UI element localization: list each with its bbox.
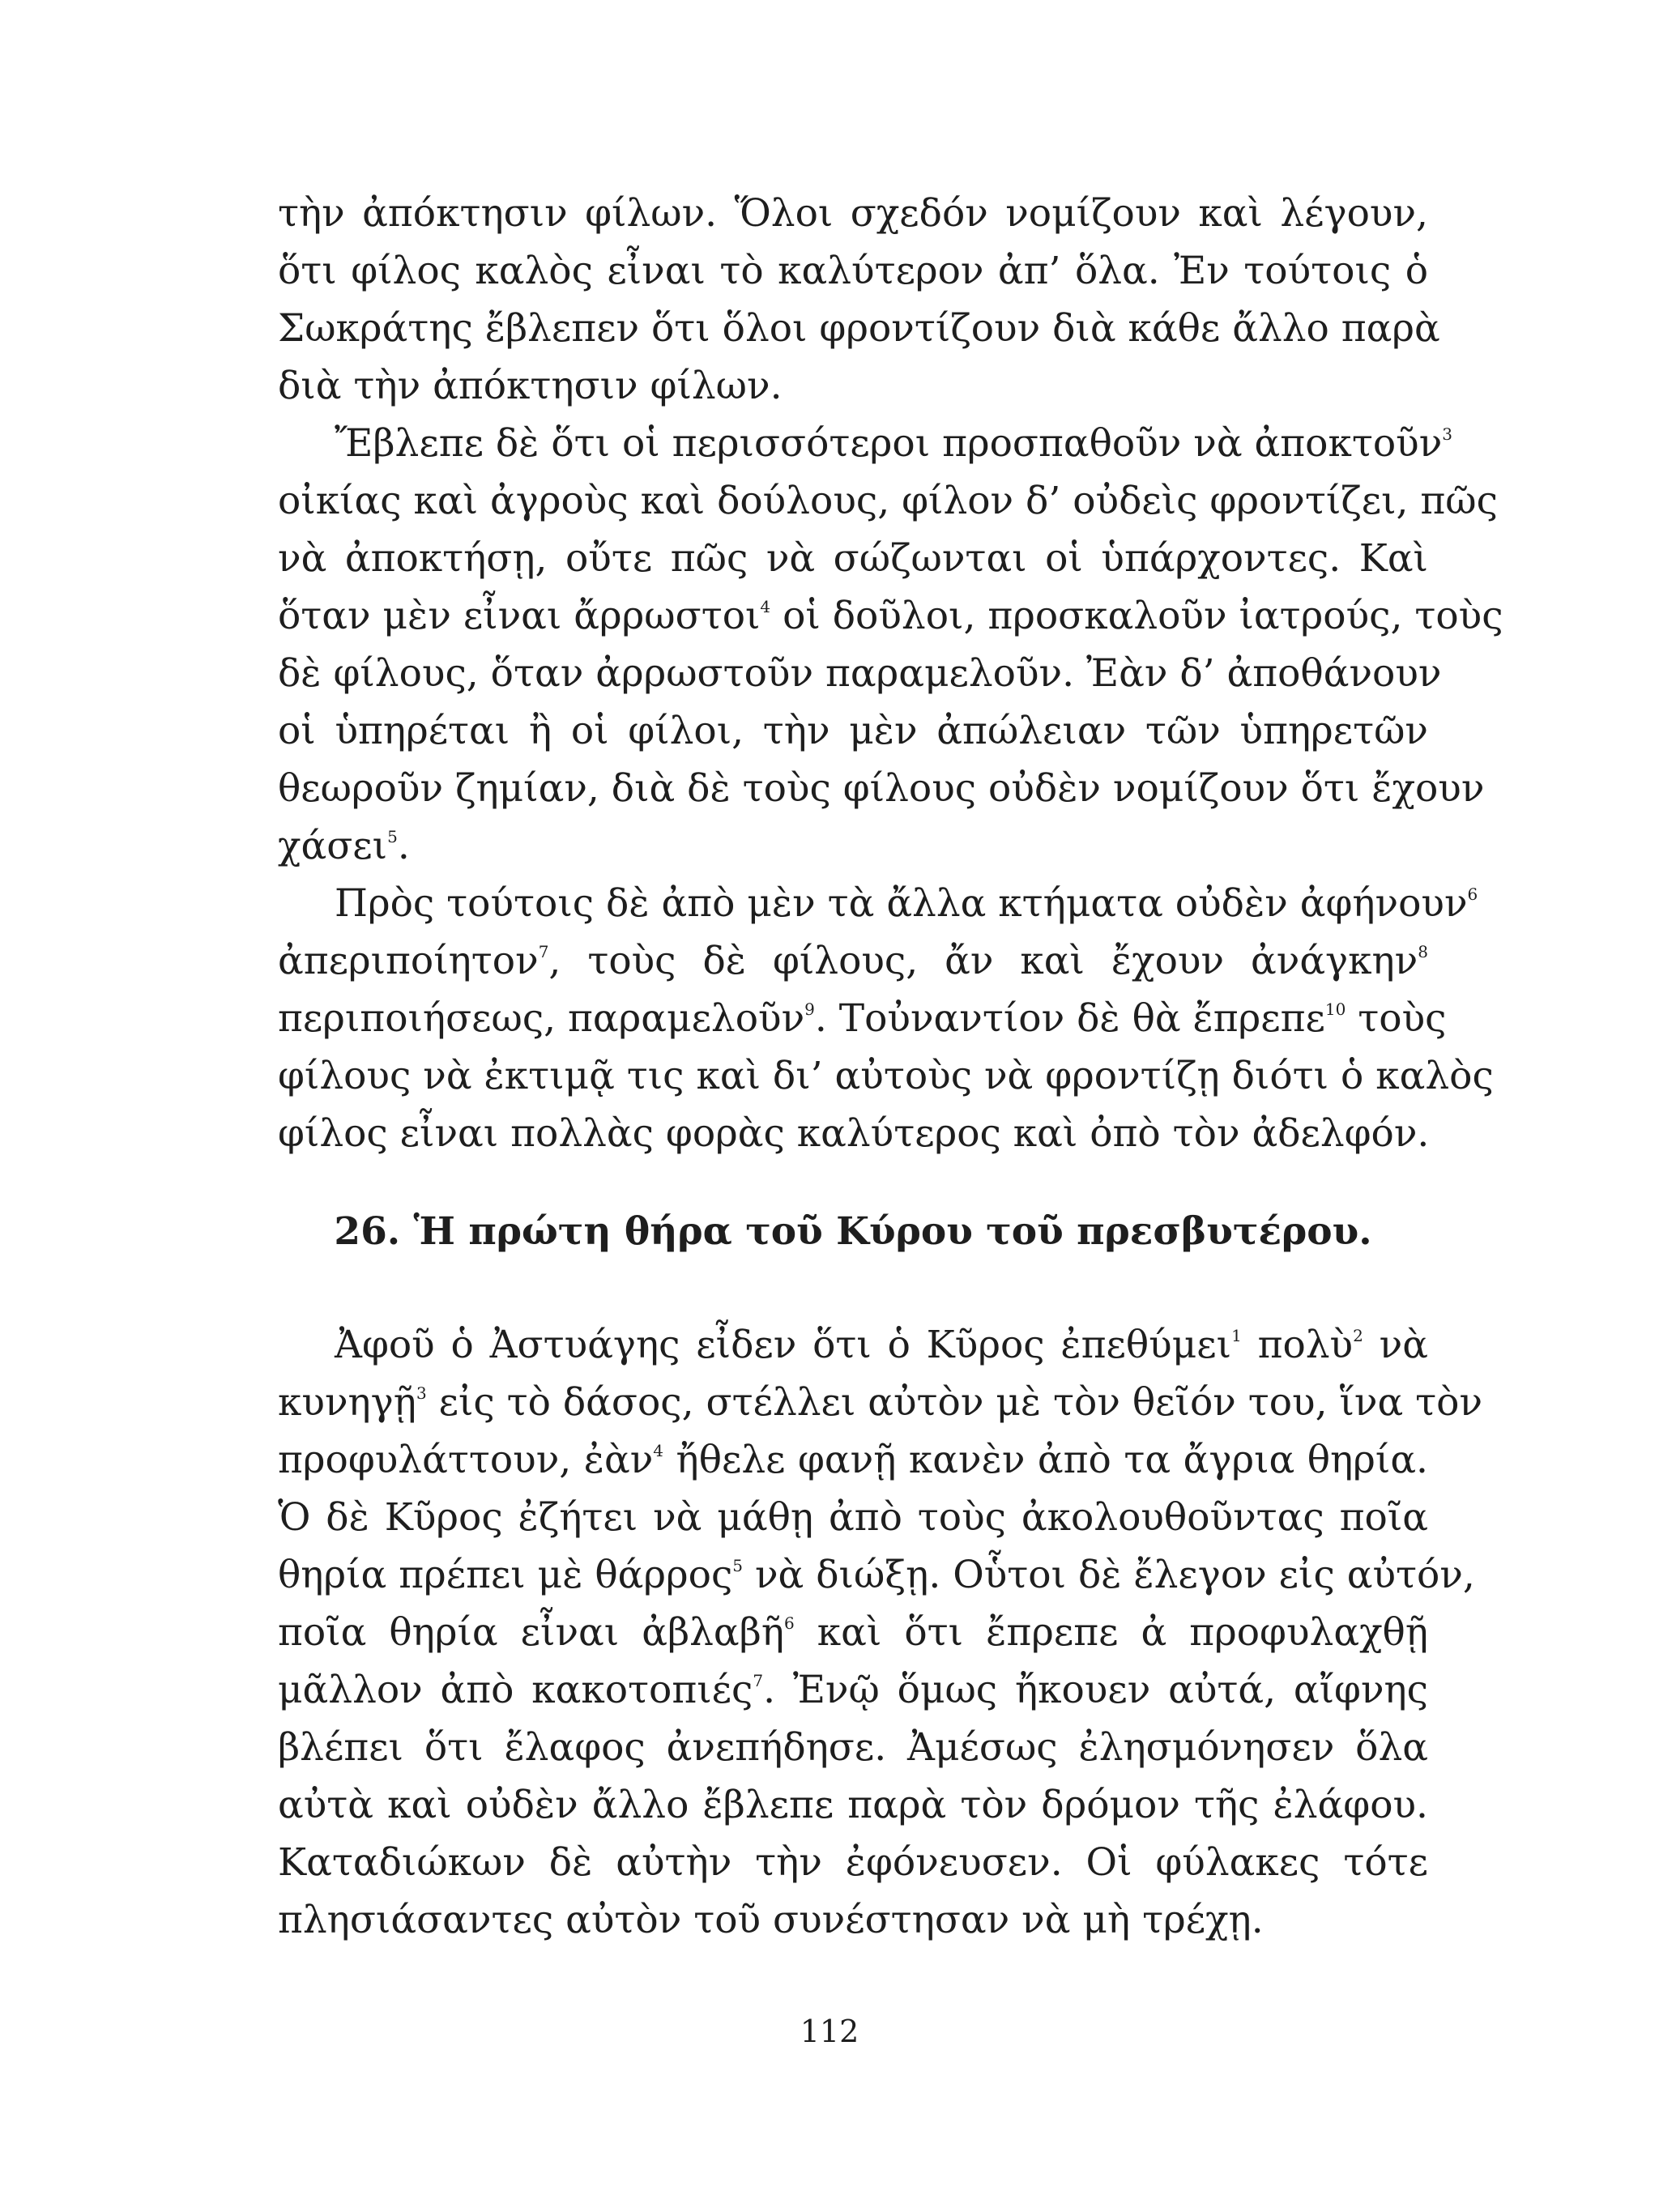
line-text: ὅταν μὲν εἶναι ἄρρωστοι — [278, 594, 761, 638]
line-text: Ἀφοῦ ὁ Ἀστυάγης εἶδεν ὅτι ὁ Κῦρος ἐπεθύμει — [335, 1323, 1232, 1367]
text-line: βλέπει ὅτι ἔλαφος ἀνεπήδησε. Ἀμέσως ἐλησμόνησεν ὅλα — [278, 1725, 1428, 1770]
text-line: Ὁ δὲ Κῦρος ἐζήτει νὰ μάθῃ ἀπὸ τοὺς ἀκολουθοῦντας ποῖα — [278, 1495, 1428, 1540]
footnote-ref: 6 — [1467, 884, 1478, 904]
footnote-ref: 4 — [653, 1441, 664, 1460]
line-text: τοὺς — [1346, 996, 1447, 1041]
footnote-ref: 5 — [387, 827, 398, 846]
text-line: δὲ φίλους, ὅταν ἀρρωστοῦν παραμελοῦν. Ἐὰν δ’ ἀποθάνουν — [278, 651, 1442, 696]
line-text: ἀπεριποίητον — [278, 939, 539, 983]
footnote-ref: 5 — [732, 1556, 744, 1575]
line-text: θηρία πρέπει μὲ θάρρος — [278, 1553, 733, 1597]
text-line — [278, 932, 1428, 990]
line-text: . Τοὐναντίον δὲ θὰ ἔπρεπε — [814, 996, 1325, 1041]
footnote-ref: 2 — [1353, 1326, 1363, 1345]
footnote-ref: 6 — [784, 1613, 795, 1633]
line-text: . — [397, 824, 410, 868]
line-text: προφυλάττουν, ἐὰν — [278, 1438, 654, 1482]
text-line — [278, 1604, 1428, 1661]
line-text: νὰ — [1363, 1323, 1428, 1367]
line-text: νὰ διώξῃ. Οὗτοι δὲ ἔλεγον εἰς αὐτόν, — [743, 1553, 1475, 1597]
line-text: Ἔβλεπε δὲ ὅτι οἱ περισσότεροι προσπαθοῦν νὰ ἀποκτοῦν — [335, 421, 1443, 466]
text-line — [278, 1661, 1428, 1719]
text-line — [278, 1546, 1475, 1604]
line-text: . Ἐνῷ ὅμως ἤκουεν αὐτά, αἴφνης — [763, 1668, 1429, 1712]
text-line — [278, 1374, 1483, 1431]
line-text: οἱ δοῦλοι, προσκαλοῦν ἰατρούς, τοὺς — [770, 594, 1503, 638]
text-line: Σωκράτης ἔβλεπεν ὅτι ὅλοι φροντίζουν διὰ κάθε ἄλλο παρὰ — [278, 306, 1440, 351]
text-line: ὅτι φίλος καλὸς εἶναι τὸ καλύτερον ἀπ’ ὅλα. Ἐν τούτοις ὁ — [278, 249, 1428, 293]
text-line — [278, 817, 1428, 875]
line-text: μᾶλλον ἀπὸ κακοτοπιές — [278, 1668, 753, 1712]
text-line: θεωροῦν ζημίαν, διὰ δὲ τοὺς φίλους οὐδὲν νομίζουν ὅτι ἔχουν — [278, 766, 1485, 811]
paragraph-3 — [278, 875, 1494, 1162]
text-line: διὰ τὴν ἀπόκτησιν φίλων. — [278, 364, 783, 408]
text-line: οἰκίας καὶ ἀγροὺς καὶ δούλους, φίλον δ’ οὐδεὶς φροντίζει, πῶς — [278, 479, 1498, 523]
text-line — [278, 990, 1447, 1047]
line-text: Πρὸς τούτοις δὲ ἀπὸ μὲν τὰ ἄλλα κτήματα οὐδὲν ἀφήνουν — [335, 881, 1468, 926]
text-line: φίλους νὰ ἐκτιμᾷ τις καὶ δι’ αὐτοὺς νὰ φροντίζῃ διότι ὁ καλὸς — [278, 1054, 1494, 1098]
paragraph-2 — [278, 415, 1503, 875]
text-line: νὰ ἀποκτήσῃ, οὔτε πῶς νὰ σώζωνται οἱ ὑπάρχοντες. Καὶ — [278, 536, 1428, 581]
footnote-ref: 3 — [416, 1383, 427, 1403]
line-text: , τοὺς δὲ φίλους, ἄν καὶ ἔχουν ἀνάγκην — [548, 939, 1418, 983]
footnote-ref: 3 — [1442, 424, 1453, 444]
line-text: ποῖα θηρία εἶναι ἀβλαβῆ — [278, 1610, 784, 1655]
text-line: αὐτὰ καὶ οὐδὲν ἄλλο ἔβλεπε παρὰ τὸν δρόμον τῆς ἐλάφου. — [278, 1783, 1428, 1827]
text-line — [278, 587, 1503, 645]
footnote-ref: 10 — [1324, 999, 1346, 1019]
page-number: 112 — [800, 2014, 859, 2049]
text-line — [278, 1316, 1428, 1374]
text-line — [278, 875, 1478, 932]
line-text: περιποιήσεως, παραμελοῦν — [278, 996, 805, 1041]
text-line: τὴν ἀπόκτησιν φίλων. Ὅλοι σχεδόν νομίζουν καὶ λέγουν, — [278, 191, 1428, 236]
footnote-ref: 1 — [1231, 1326, 1242, 1345]
footnote-ref: 8 — [1418, 942, 1428, 961]
footnote-ref: 7 — [538, 942, 549, 961]
text-line — [278, 1431, 1428, 1489]
line-text: κυνηγῇ — [278, 1380, 416, 1425]
line-text: πολὺ — [1241, 1323, 1354, 1367]
footnote-ref: 4 — [760, 597, 771, 616]
text-line: πλησιάσαντες αὐτὸν τοῦ συνέστησαν νὰ μὴ τρέχῃ. — [278, 1898, 1264, 1942]
section-heading: 26. Ἡ πρώτη θήρα τοῦ Κύρου τοῦ πρεσβυτέρου. — [334, 1209, 1372, 1254]
text-line: Καταδιώκων δὲ αὐτὴν τὴν ἐφόνευσεν. Οἱ φύλακες τότε — [278, 1840, 1428, 1885]
text-line: οἱ ὑπηρέται ἢ οἱ φίλοι, τὴν μὲν ἀπώλειαν τῶν ὑπηρετῶν — [278, 709, 1428, 753]
line-text: εἰς τὸ δάσος, στέλλει αὐτὸν μὲ τὸν θεῖόν του, ἵνα τὸν — [426, 1380, 1483, 1425]
line-text: καὶ ὅτι ἔπρεπε ἀ προφυλαχθῇ — [794, 1610, 1428, 1655]
paragraph-4 — [278, 1316, 1483, 1949]
paragraph-1 — [278, 185, 1440, 415]
text-line — [278, 415, 1453, 472]
footnote-ref: 7 — [753, 1671, 764, 1690]
footnote-ref: 9 — [804, 999, 815, 1019]
line-text: χάσει — [278, 824, 388, 868]
text-line: φίλος εἶναι πολλὰς φορὰς καλύτερος καὶ ὀπὸ τὸν ἀδελφόν. — [278, 1111, 1430, 1156]
line-text: ἤθελε φανῇ κανὲν ἀπὸ τα ἄγρια θηρία. — [663, 1438, 1428, 1482]
